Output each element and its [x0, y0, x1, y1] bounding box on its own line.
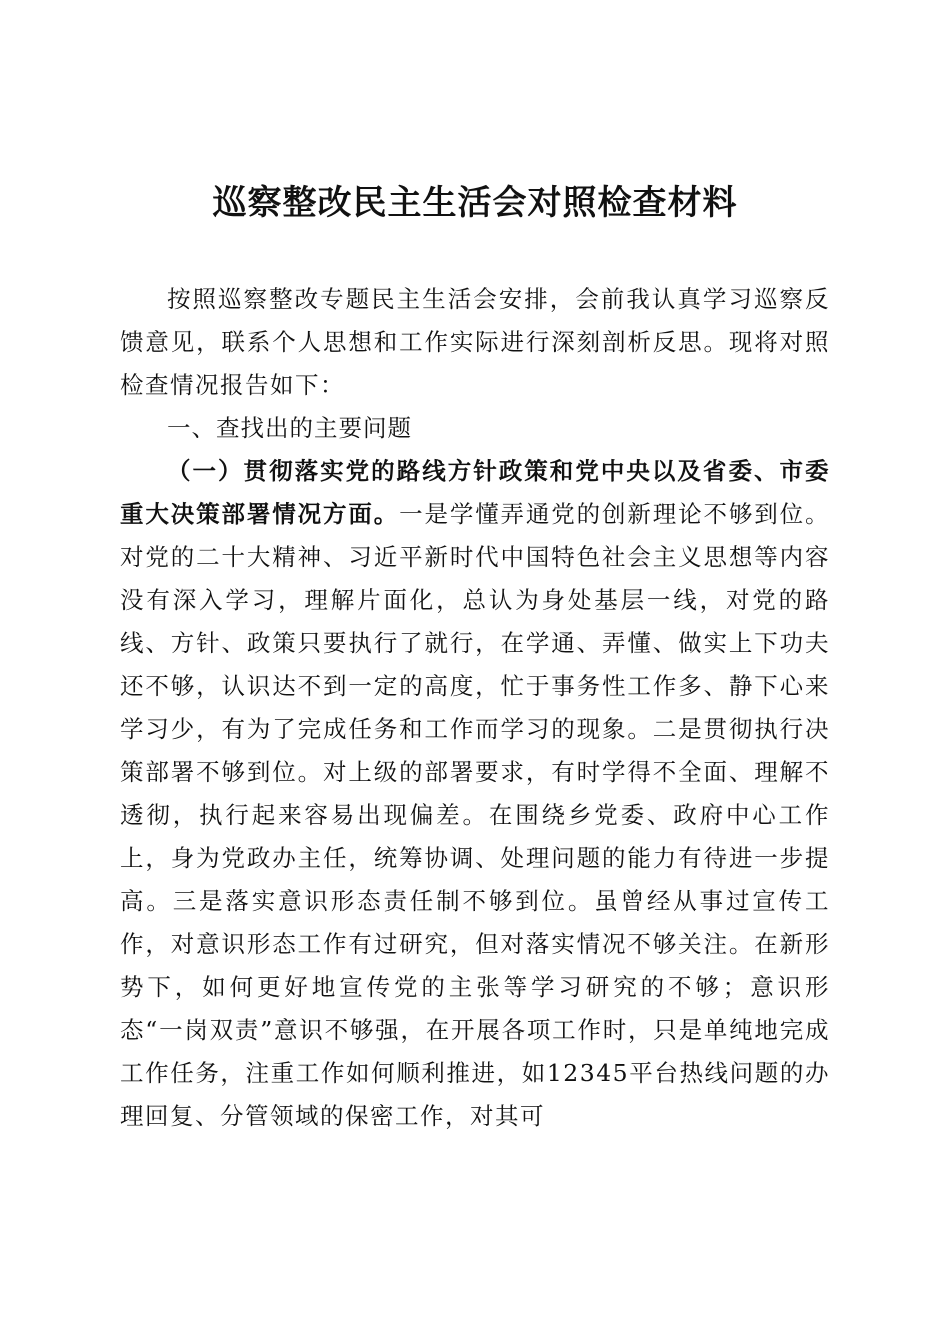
document-title: 巡察整改民主生活会对照检查材料 [212, 183, 738, 223]
document-body [120, 278, 830, 1138]
subsection-heading: （一）贯彻落实党的路线方针政策和党中央以及省委、市委重大决策部署情况方面。 [120, 457, 830, 528]
intro-paragraph: 按照巡察整改专题民主生活会安排，会前我认真学习巡察反馈意见，联系个人思想和工作实际进行深刻剖析反思。现将对照检查情况报告如下： [120, 285, 830, 399]
section-heading: 一、查找出的主要问题 [167, 414, 412, 442]
subsection-paragraph [120, 450, 830, 1138]
subsection-body: 一是学懂弄通党的创新理论不够到位。对党的二十大精神、习近平新时代中国特色社会主义思想等内容没有深入学习，理解片面化，总认为身处基层一线，对党的路线、方针、政策只要执行了就行，在学通、弄懂、做实上下功夫还不够，认识达不到一定的高度，忙于事务性工作多、静下心来学习少，有为了完成任务和工作而学习的现象。二是贯彻执行决策部署不够到位。对上级的部署要求，有时学得不全面、理解不透彻，执行起来容易出现偏差。在围绕乡党委、政府中心工作上，身为党政办主任，统筹协调、处理问题的能力有待进一步提高。三是落实意识形态责任制不够到位。虽曾经从事过宣传工作，对意识形态工作有过研究，但对落实情况不够关注。在新形势下，如何更好地宣传党的主张等学习研究的不够；意识形态“一岗双责”意识不够强，在开展各项工作时，只是单纯地完成工作任务，注重工作如何顺利推进，如12345平台热线问题的办理回复、分管领域的保密工作，对其可 [120, 500, 831, 1130]
